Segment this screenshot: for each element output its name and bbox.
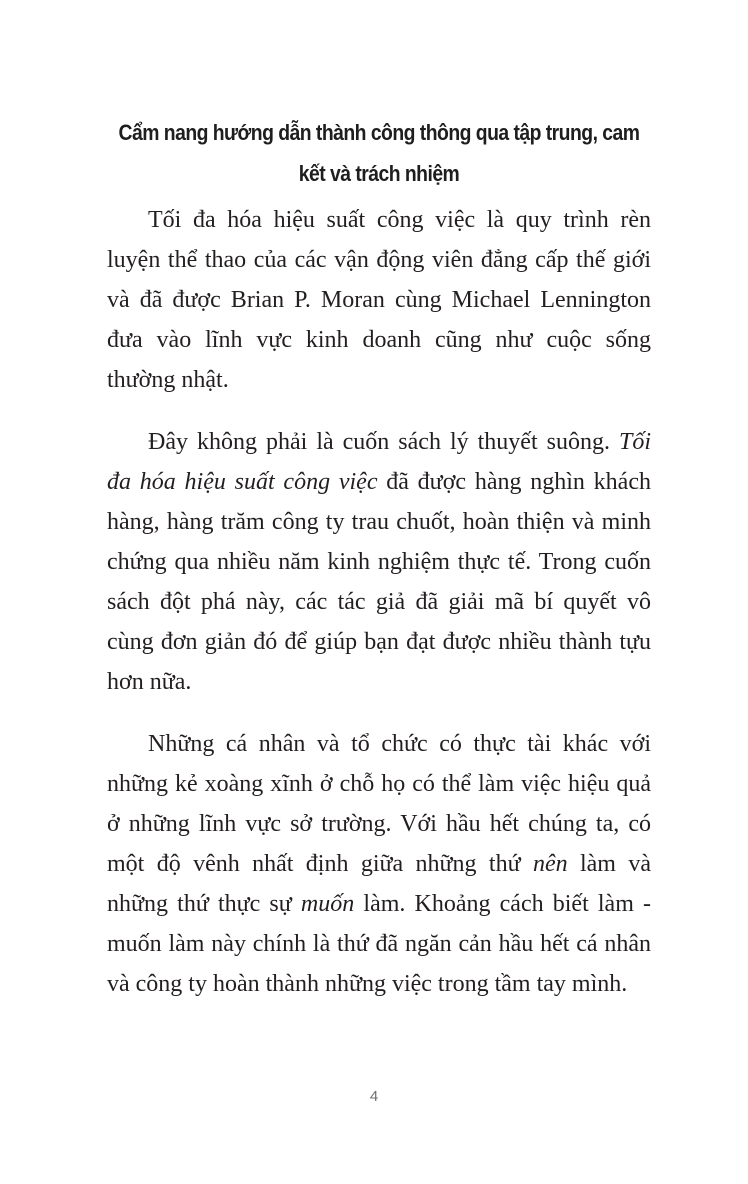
paragraph-text: Những cá nhân và tổ chức có thực tài khác với những kẻ xoàng xĩnh ở chỗ họ có thể làm việc hiệu quả ở những lĩnh vực sở trường. Với hầu hết chúng ta, có một độ vênh nhất định giữa những thứ — [107, 731, 651, 877]
paragraph-text: Đây không phải là cuốn sách lý thuyết suông. — [148, 429, 619, 455]
paragraph-text: Tối đa hóa hiệu suất công việc là quy trình rèn luyện thể thao của các vận động viên đẳng cấp thế giới và đã được Brian P. Moran cùng Michael Lennington đưa vào lĩnh vực kinh doanh cũng như cuộc sống thường nhật. — [107, 207, 651, 393]
book-title-italic: Tối đa hóa hiệu suất công việc — [107, 429, 651, 495]
paragraph-3 — [107, 724, 651, 1004]
page-number: 4 — [369, 1088, 379, 1105]
emphasis-italic: muốn — [300, 891, 355, 917]
paragraph-text: làm và những thứ thực sự — [107, 851, 651, 917]
paragraph-1 — [107, 200, 651, 400]
heading-line-1: Cẩm nang hướng dẫn thành công thông qua tập trung, cam — [118, 120, 640, 145]
book-page — [107, 112, 651, 1026]
heading-line-2: kết và trách nhiệm — [298, 161, 460, 186]
paragraph-text: làm. Khoảng cách biết làm - muốn làm này chính là thứ đã ngăn cản hầu hết cá nhân và công ty hoàn thành những việc trong tầm tay mình. — [107, 891, 651, 997]
paragraph-text: đã được hàng nghìn khách hàng, hàng trăm công ty trau chuốt, hoàn thiện và minh chứng qua nhiều năm kinh nghiệm thực tế. Trong cuốn sách đột phá này, các tác giả đã giải mã bí quyết vô cùng đơn giản đó để giúp bạn đạt được nhiều thành tựu hơn nữa. — [107, 469, 651, 695]
paragraph-2 — [107, 422, 651, 702]
emphasis-italic: nên — [532, 851, 568, 877]
section-heading — [115, 112, 643, 194]
